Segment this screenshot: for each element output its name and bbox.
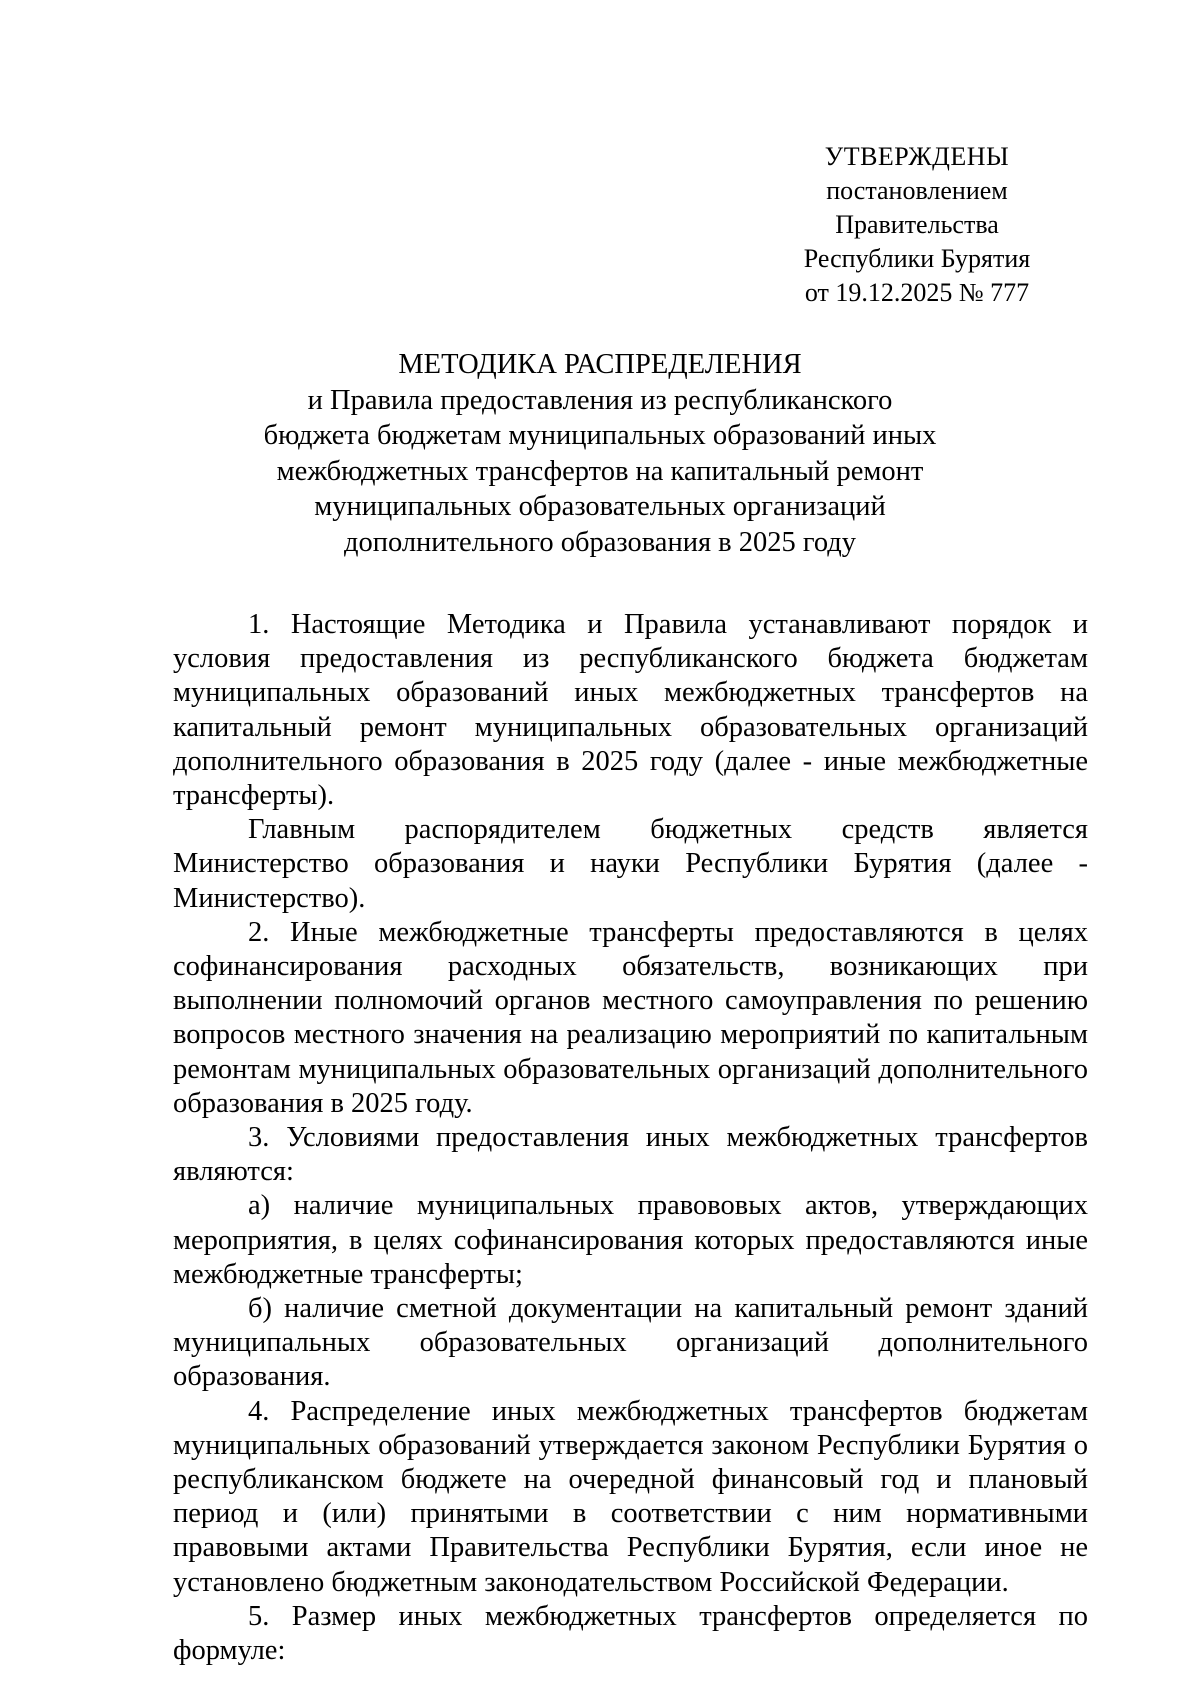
paragraph-4: 4. Распределение иных межбюджетных трансфертов бюджетам муниципальных образований утверждается законом Республики Бурятия о республиканском бюджете на очередной финансовый год и плановый период и (или) принятыми в соответствии с ним нормативными правовыми актами Правительства Республики Бурятия, если иное не установлено бюджетным законодательством Российской Федерации. [173, 1395, 1088, 1598]
title-line-1: и Правила предоставления из республиканского [307, 384, 893, 416]
approval-block [752, 140, 1082, 310]
paragraph-3: 3. Условиями предоставления иных межбюджетных трансфертов являются: [173, 1122, 1088, 1188]
paragraph-3a: а) наличие муниципальных правововых актов, утверждающих мероприятия, в целях софинансирования которых предоставляются иные межбюджетные трансферты; [173, 1190, 1088, 1290]
title-line-5: дополнительного образования в 2025 году [343, 526, 857, 558]
paragraph-5: 5. Размер иных межбюджетных трансфертов определяется по формуле: [173, 1600, 1088, 1667]
document-title [175, 347, 1025, 560]
title-heading: МЕТОДИКА РАСПРЕДЕЛЕНИЯ [398, 349, 802, 380]
approval-line-3: от 19.12.2025 № 777 [804, 278, 1030, 307]
paragraph-2: 2. Иные межбюджетные трансферты предоставляются в целях софинансирования расходных обязательств, возникающих при выполнении полномочий органов местного самоуправления по решению вопросов местного значения на реализацию мероприятий по капитальным ремонтам муниципальных образовательных организаций дополнительного образования в 2025 году. [173, 916, 1088, 1119]
approval-line-1: постановлением Правительства [826, 176, 1008, 239]
paragraph-main-manager: Главным распорядителем бюджетных средств является Министерство образования и науки Республики Бурятия (далее - Министерство). [173, 814, 1088, 914]
title-line-4: муниципальных образовательных организаций [314, 491, 886, 522]
title-line-3: межбюджетных трансфертов на капитальный ремонт [276, 455, 924, 487]
document-body [173, 608, 1088, 1668]
approval-line-2: Республики Бурятия [803, 244, 1031, 273]
paragraph-1: 1. Настоящие Методика и Правила устанавливают порядок и условия предоставления из республиканского бюджета бюджетам муниципальных образований иных межбюджетных трансфертов на капитальный ремонт муниципальных образовательных организаций дополнительного образования в 2025 году (далее - иные межбюджетные трансферты). [173, 609, 1088, 812]
paragraph-3b: б) наличие сметной документации на капитальный ремонт зданий муниципальных образовательных организаций дополнительного образования. [173, 1293, 1088, 1393]
title-line-2: бюджета бюджетам муниципальных образований иных [263, 420, 937, 451]
approval-heading: УТВЕРЖДЕНЫ [824, 142, 1010, 171]
